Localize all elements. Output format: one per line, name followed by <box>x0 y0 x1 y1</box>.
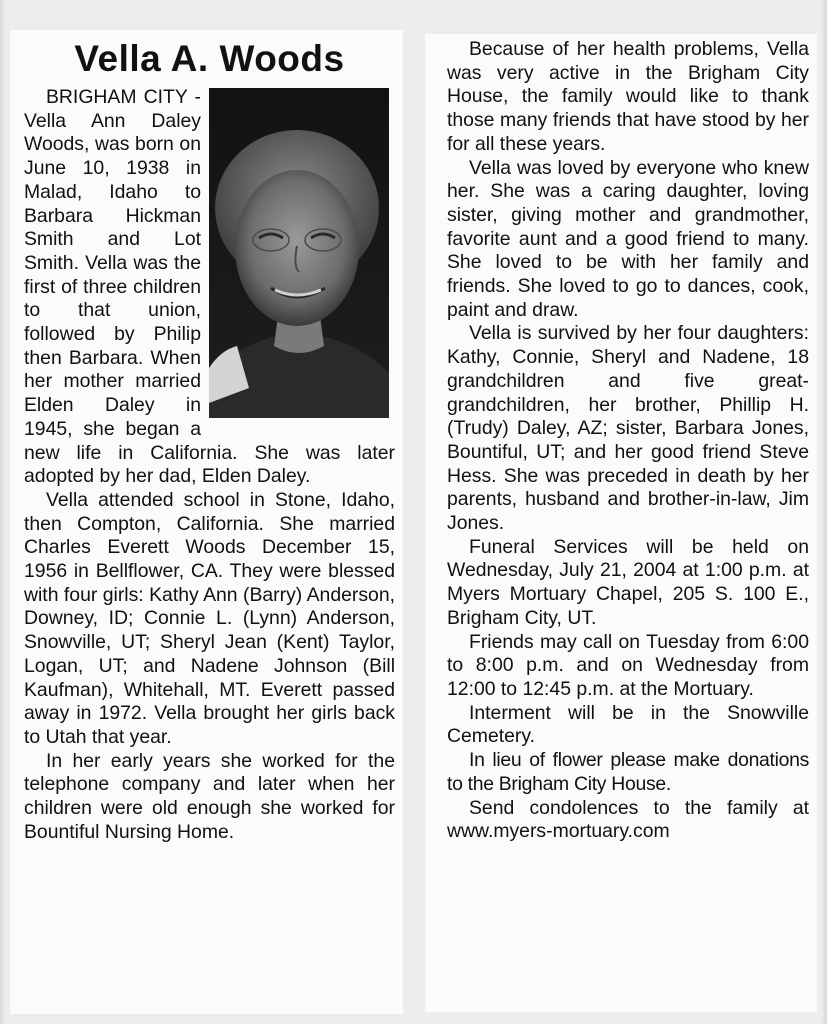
portrait-photo <box>209 88 389 418</box>
obituary-paragraph-5: Vella was loved by everyone who knew her. She was a caring daughter, loving sister, giving mother and grandmother, favorite aunt and a good friend to many. She loved to be with her family and friends. She loved to go to dances, cook, paint and draw. <box>447 156 809 321</box>
funeral-services-paragraph: Funeral Services will be held on Wednesday, July 21, 2004 at 1:00 p.m. at Myers Mortuary Chapel, 205 S. 100 E., Brigham City, UT. <box>447 535 809 629</box>
donations-paragraph: In lieu of flower please make donations to the Brigham City House. <box>447 749 809 795</box>
obituary-left-column <box>10 30 403 1014</box>
obituary-title: Vella A. Woods <box>74 38 345 79</box>
obituary-paragraph-1-text: BRIGHAM CITY - Vella Ann Daley Woods, was born on June 10, 1938 in Malad, Idaho to Barbara Hickman Smith and Lot Smith. Vella was the first of three children to that union, followed by Philip then Barbara. When her mother married Elden Daley in 1945, she began a new life in California. She was later adopted by her dad, Elden Daley. <box>24 86 395 488</box>
obituary-paragraph-2: Vella attended school in Stone, Idaho, then Compton, California. She married Charles Everett Woods December 15, 1956 in Bellflower, CA. They were blessed with four girls: Kathy Ann (Barry) Anderson, Downey, ID; Connie L. (Lynn) Anderson, Snowville, UT; Sheryl Jean (Kent) Taylor, Logan, UT; and Nadene Johnson (Bill Kaufman), Whitehall, MT. Everett passed away in 1972. Vella brought her girls back to Utah that year. <box>24 488 395 748</box>
obituary-paragraph-1 <box>24 86 395 489</box>
obituary-right-column <box>425 34 817 1012</box>
obituary-paragraph-4: Because of her health problems, Vella was very active in the Brigham City House, the family would like to thank those many friends that have stood by her for all these years. <box>447 38 809 155</box>
obituary-paragraph-3: In her early years she worked for the telephone company and later when her children were old enough she worked for Bountiful Nursing Home. <box>24 749 395 843</box>
portrait-image <box>209 88 389 418</box>
condolences-paragraph: Send condolences to the family at www.myers-mortuary.com <box>447 796 809 843</box>
visitation-paragraph: Friends may call on Tuesday from 6:00 to 8:00 p.m. and on Wednesday from 12:00 to 12:45 p.m. at the Mortuary. <box>447 630 809 700</box>
obituary-paragraph-6: Vella is survived by her four daughters: Kathy, Connie, Sheryl and Nadene, 18 grandchildren and five great-grandchildren, her brother, Phillip H. (Trudy) Daley, AZ; sister, Barbara Jones, Bountiful, UT; and her good friend Steve Hess. She was preceded in death by her parents, husband and brother-in-law, Jim Jones. <box>447 322 809 535</box>
interment-paragraph: Interment will be in the Snowville Cemetery. <box>447 701 809 748</box>
